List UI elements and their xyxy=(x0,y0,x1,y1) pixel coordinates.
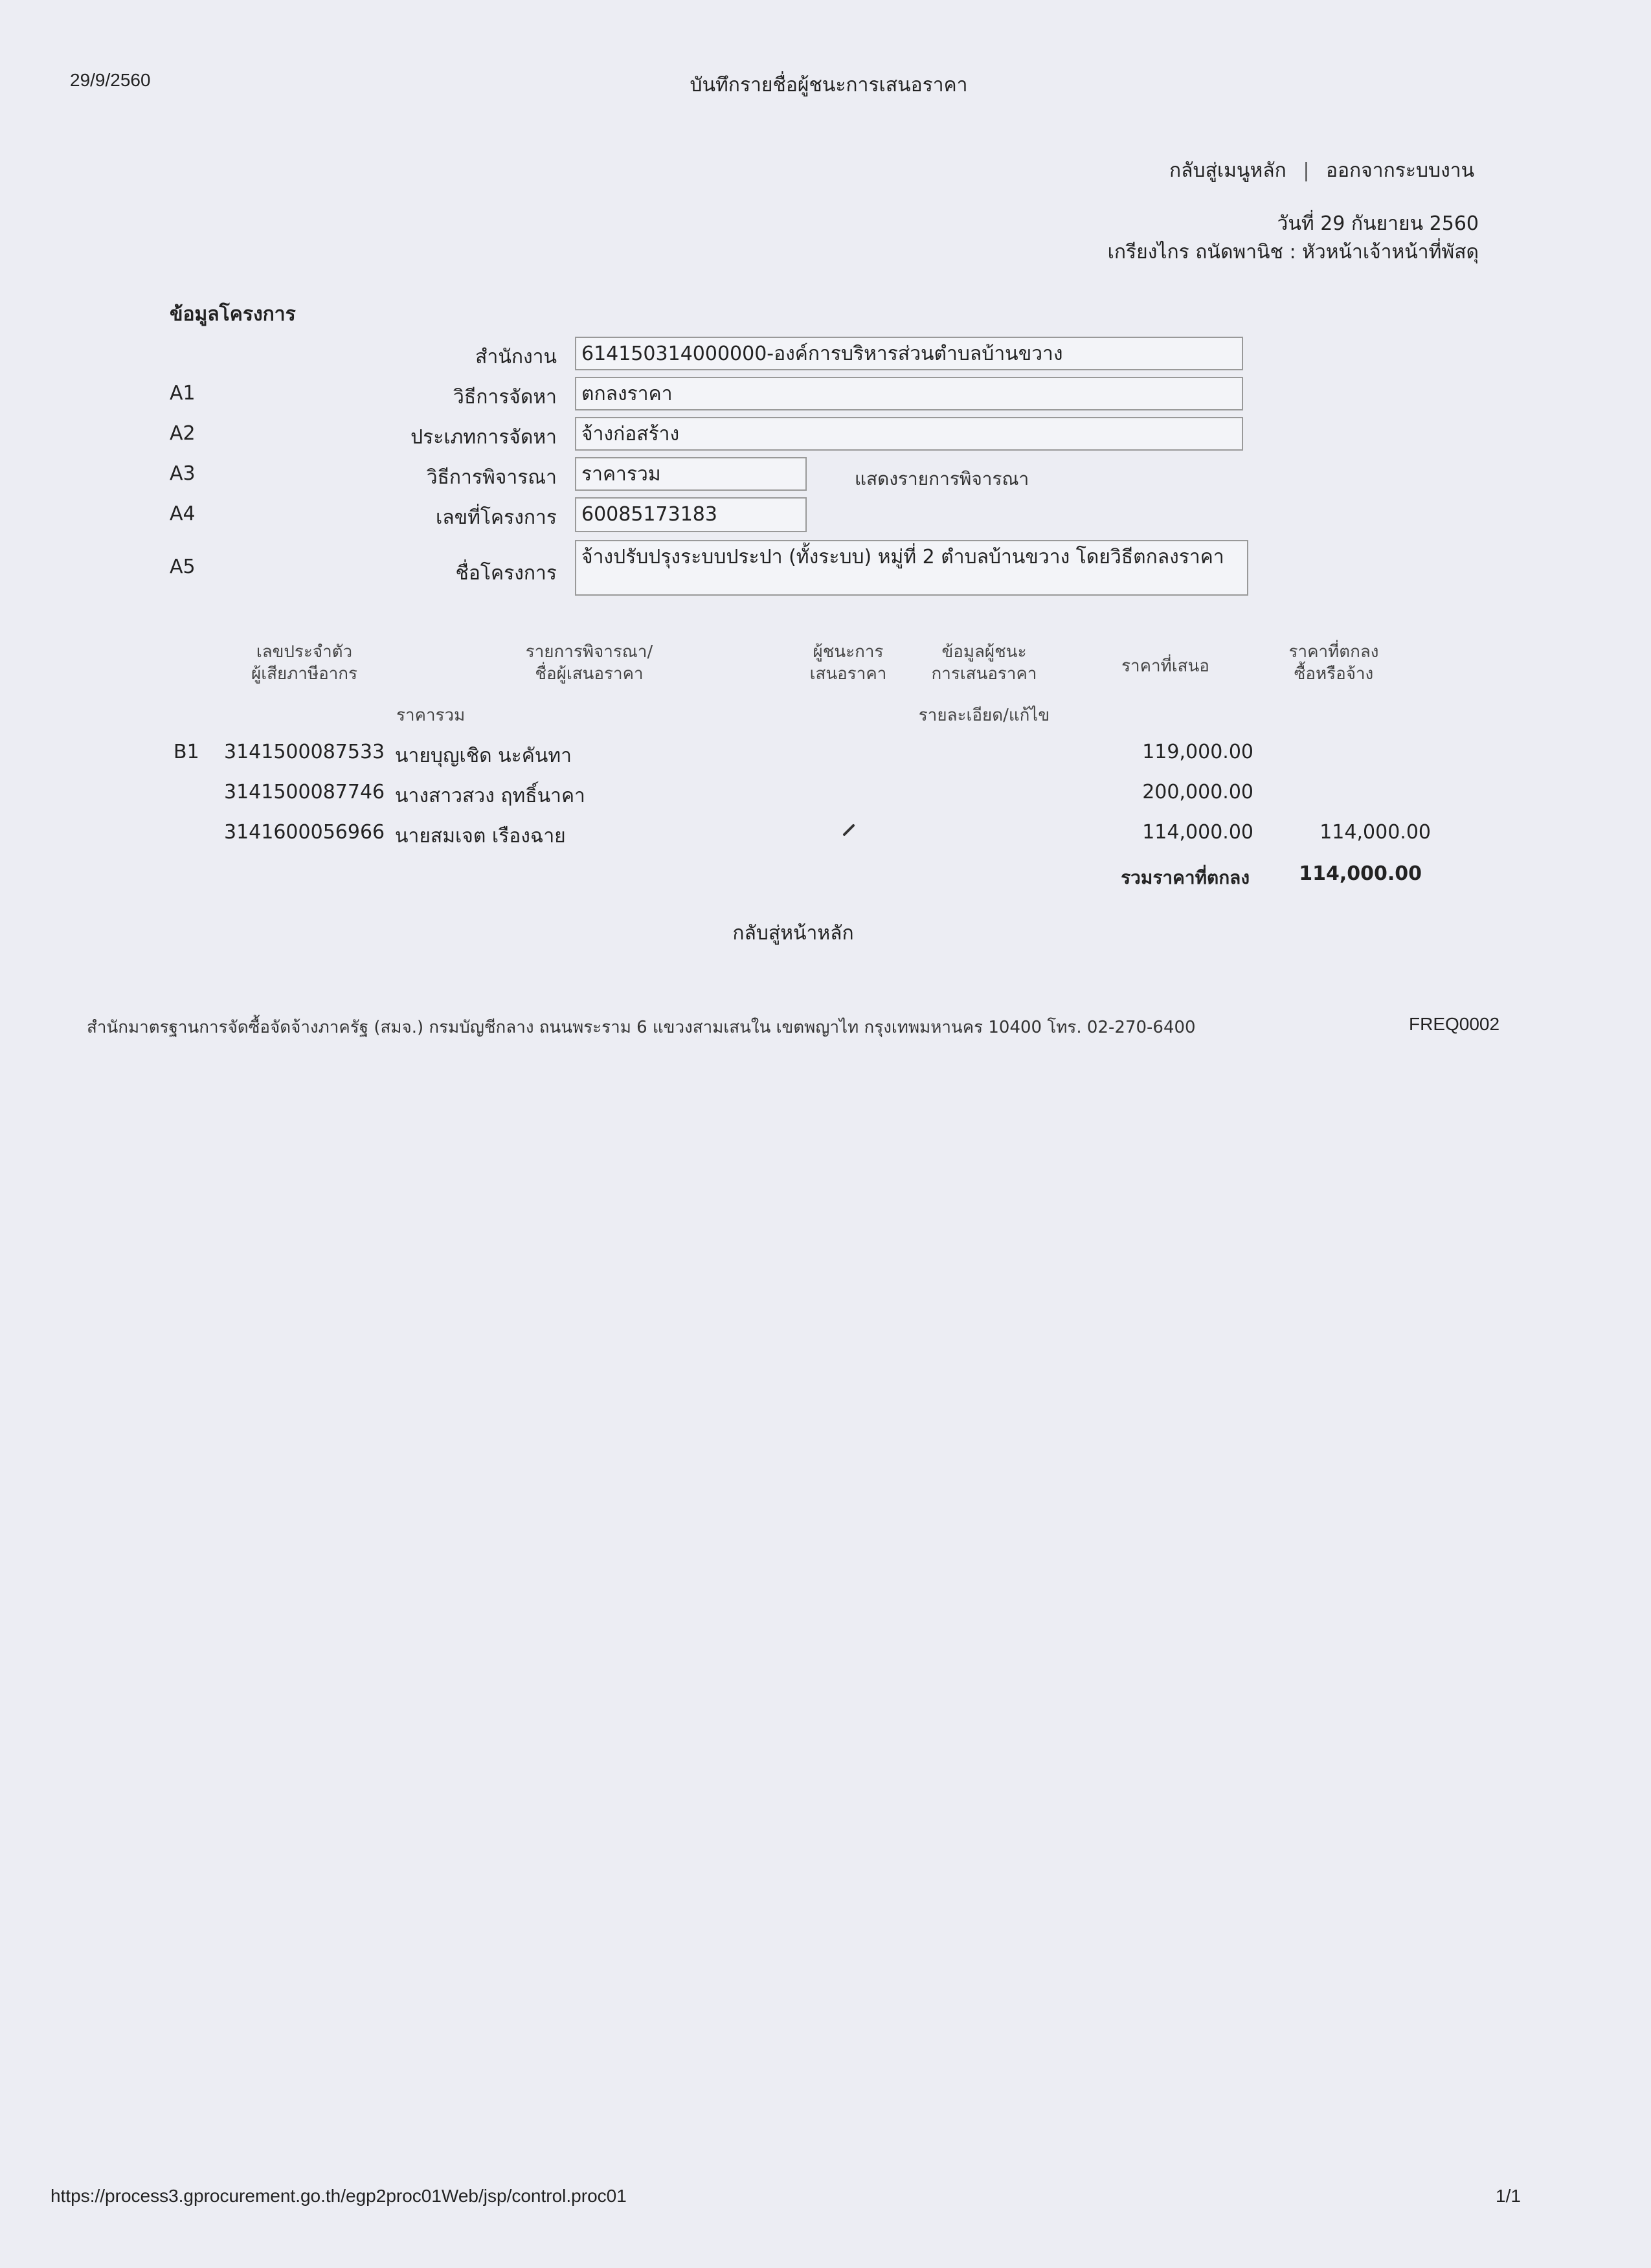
bid-tax-id: 3141600056966 xyxy=(224,821,385,844)
office-label: สำนักงาน xyxy=(475,346,557,368)
bid-tax-id: 3141500087746 xyxy=(224,781,385,803)
header-agreed-price-line2: ซื้อหรือจ้าง xyxy=(1294,664,1374,684)
procurement-type-field[interactable]: จ้างก่อสร้าง xyxy=(575,417,1243,451)
procurement-type-label: ประเภทการจัดหา xyxy=(410,426,557,449)
office-field[interactable]: 614150314000000-องค์การบริหารส่วนตำบลบ้านขวาง xyxy=(575,337,1243,370)
logout-link[interactable]: ออกจากระบบงาน xyxy=(1325,159,1475,182)
group-label: ราคารวม xyxy=(396,706,466,725)
page-title: บันทึกรายชื่อผู้ชนะการเสนอราคา xyxy=(690,74,968,96)
project-number-label: เลขที่โครงการ xyxy=(436,506,557,529)
header-item-line1: รายการพิจารณา/ xyxy=(525,642,653,662)
row-code-a3: A3 xyxy=(170,462,196,485)
header-tax-id xyxy=(214,641,395,685)
bid-agreed: 114,000.00 xyxy=(1320,821,1431,844)
header-item-line2: ชื่อผู้เสนอราคา xyxy=(535,664,644,684)
footer-code: FREQ0002 xyxy=(1409,1014,1500,1034)
header-agreed-price xyxy=(1263,641,1405,685)
detail-edit-link[interactable]: รายละเอียด/แก้ไข xyxy=(918,706,1050,725)
show-items-link[interactable]: แสดงรายการพิจารณา xyxy=(855,468,1029,489)
bid-name: นายสมเจต เรืองฉาย xyxy=(395,825,566,848)
procurement-method-field[interactable]: ตกลงราคา xyxy=(575,377,1243,410)
print-date: 29/9/2560 xyxy=(70,70,151,90)
print-page-count: 1/1 xyxy=(1496,2186,1521,2206)
print-url: https://process3.gprocurement.go.th/egp2proc01Web/jsp/control.proc01 xyxy=(51,2186,627,2206)
winner-check-icon-svg xyxy=(842,822,857,837)
row-code-a2: A2 xyxy=(170,422,196,445)
current-date: วันที่ 29 กันยายน 2560 xyxy=(1277,212,1479,235)
bid-offer: 114,000.00 xyxy=(1142,821,1253,844)
bid-tax-id: 3141500087533 xyxy=(224,741,385,763)
user-name: เกรียงไกร ถนัดพานิช : หัวหน้าเจ้าหน้าที่พัสดุ xyxy=(1107,241,1479,264)
footer-address: สำนักมาตรฐานการจัดซื้อจัดจ้างภาครัฐ (สมจ.) กรมบัญชีกลาง ถนนพระราม 6 แขวงสามเสนใน เขตพญาไท กรุงเทพมหานคร 10400 โทร. 02-270-6400 xyxy=(87,1018,1196,1037)
evaluation-method-label: วิธีการพิจารณา xyxy=(426,466,557,489)
nav-separator: | xyxy=(1303,159,1310,182)
total-label: รวมราคาที่ตกลง xyxy=(1121,867,1250,888)
main-menu-link[interactable]: กลับสู่เมนูหลัก xyxy=(1169,159,1286,182)
header-winner-line1: ผู้ชนะการ xyxy=(813,642,884,662)
winner-check-icon xyxy=(842,820,857,842)
row-code-a4: A4 xyxy=(170,502,196,525)
project-name-label: ชื่อโครงการ xyxy=(455,562,557,585)
evaluation-method-field[interactable]: ราคารวม xyxy=(575,457,807,491)
header-winner-info xyxy=(906,641,1062,685)
total-value: 114,000.00 xyxy=(1299,862,1422,885)
bid-name: นางสาวสวง ฤทธิ์นาคา xyxy=(395,785,585,807)
header-agreed-price-line1: ราคาที่ตกลง xyxy=(1288,642,1379,662)
row-code-a5: A5 xyxy=(170,556,196,578)
back-home-link[interactable]: กลับสู่หน้าหลัก xyxy=(732,922,854,945)
header-winner-info-line1: ข้อมูลผู้ชนะ xyxy=(941,642,1027,662)
top-nav xyxy=(1169,155,1474,186)
bid-offer: 119,000.00 xyxy=(1142,741,1253,763)
header-winner-line2: เสนอราคา xyxy=(809,664,887,684)
header-tax-id-line1: เลขประจำตัว xyxy=(256,642,353,662)
section-title: ข้อมูลโครงการ xyxy=(170,303,296,326)
header-item xyxy=(492,641,686,685)
group-code-b1: B1 xyxy=(174,741,199,763)
header-offer-price: ราคาที่เสนอ xyxy=(1121,657,1209,676)
project-number-field[interactable]: 60085173183 xyxy=(575,497,807,532)
row-code-a1: A1 xyxy=(170,382,196,405)
bid-name: นายบุญเชิด นะคันทา xyxy=(395,745,572,767)
header-winner-info-line2: การเสนอราคา xyxy=(931,664,1037,684)
procurement-method-label: วิธีการจัดหา xyxy=(453,386,557,409)
header-tax-id-line2: ผู้เสียภาษีอากร xyxy=(251,664,358,684)
bid-offer: 200,000.00 xyxy=(1142,781,1253,803)
header-winner xyxy=(796,641,900,685)
project-name-field[interactable]: จ้างปรับปรุงระบบประปา (ทั้งระบบ) หมู่ที่ 2 ตำบลบ้านขวาง โดยวิธีตกลงราคา xyxy=(575,540,1248,596)
